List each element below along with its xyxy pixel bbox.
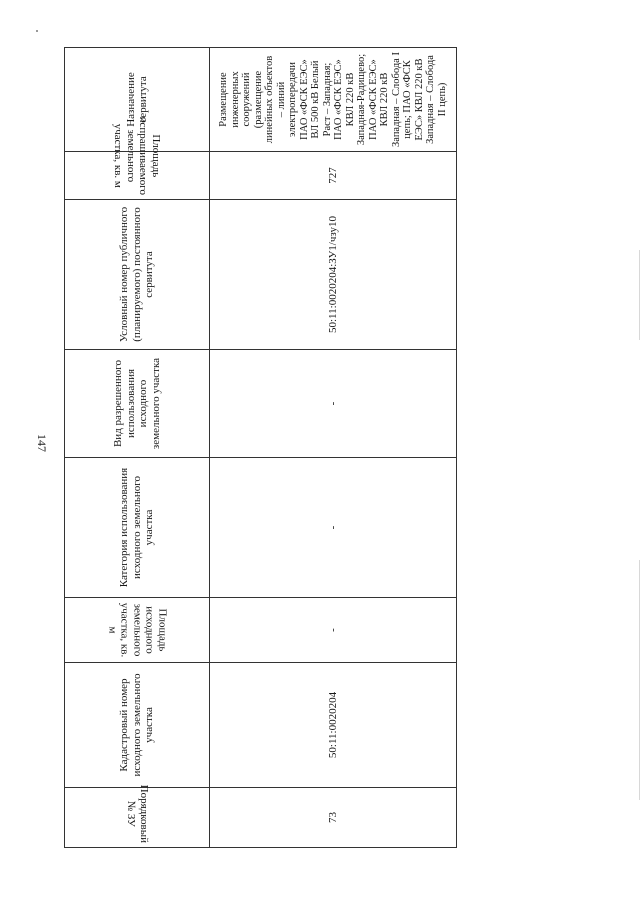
cell-purpose: Размещение инженерных сооружений (размещение линейных объектов – линий электропередачи ПАО «ФСК ЕЭС» ВЛ 500 кВ Белый Раст – Западная; ПАО «ФСК ЕЭС» КВЛ 220 кВ Западная-Радищево; ПАО «ФСК ЕЭС» КВЛ 220 кВ Западная – Слобода I цепь; ПАО «ФСК ЕЭС» КВЛ 220 кВ Западная – Слобода II цепь) xyxy=(210,48,457,152)
cell-source-area: - xyxy=(210,598,457,663)
header-servitude-number: Условный номер публичного (планируемого) постоянного сервитута xyxy=(65,200,210,350)
cell-permitted-use: - xyxy=(210,350,457,458)
header-cadastral-number: Кадастровый номер исходного земельного участка xyxy=(65,663,210,788)
scan-speck xyxy=(36,30,38,32)
cell-requested-area: 727 xyxy=(210,152,457,200)
header-requested-area: Площадь испрашиваемого земельного участка, кв. м xyxy=(65,152,210,200)
header-permitted-use: Вид разрешенного использования исходного земельного участка xyxy=(65,350,210,458)
servitude-table xyxy=(64,47,457,848)
table-row xyxy=(210,48,457,848)
table-header-row xyxy=(65,48,210,848)
cell-cadastral-number: 50:11:0020204 xyxy=(210,663,457,788)
header-purpose: Назначение сервитута xyxy=(65,48,210,152)
header-seq-no: Порядковый № ЗУ xyxy=(65,788,210,848)
cell-servitude-number: 50:11:0020204:ЗУ1/чзу10 xyxy=(210,200,457,350)
cell-seq-no: 73 xyxy=(210,788,457,848)
page-number: 147 xyxy=(35,434,49,452)
header-category: Категория использования исходного земельного участка xyxy=(65,458,210,598)
cell-category: - xyxy=(210,458,457,598)
servitude-table-container xyxy=(64,48,456,848)
header-source-area: Площадь исходного земельного участка, кв. м xyxy=(65,598,210,663)
